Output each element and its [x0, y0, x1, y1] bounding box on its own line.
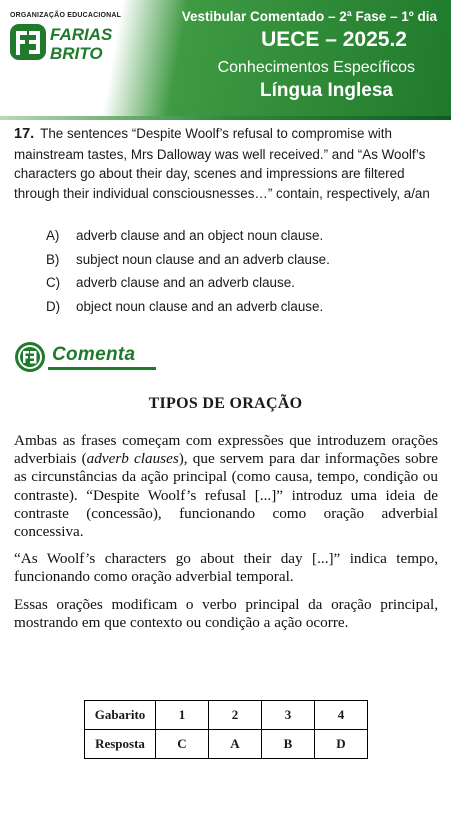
- table-row: [85, 730, 368, 759]
- option-b: [46, 250, 436, 274]
- resposta-label: Resposta: [85, 730, 156, 759]
- option-letter: D): [46, 298, 61, 314]
- answer-options: [46, 226, 436, 320]
- question-number-cell: 2: [209, 701, 262, 730]
- question-number: 17.: [14, 126, 35, 142]
- paragraph-3: Essas orações modificam o verbo principal da oração principal, mostrando em que contexto ou condição a ação ocorre.: [14, 595, 438, 631]
- option-d: [46, 297, 436, 321]
- question-number-cell: 1: [156, 701, 209, 730]
- paragraph-2: “As Woolf’s characters go about their day [...]” indica tempo, funcionando como oração adverbial temporal.: [14, 550, 438, 586]
- gabarito-label: Gabarito: [85, 701, 156, 730]
- org-label: ORGANIZAÇÃO EDUCACIONAL: [10, 12, 122, 19]
- option-letter: A): [46, 228, 60, 243]
- logo-text-bottom: BRITO: [50, 44, 103, 62]
- paragraph-1-italic: adverb clauses: [86, 450, 179, 468]
- header-subject: Língua Inglesa: [259, 80, 393, 101]
- option-text: adverb clause and an object noun clause.: [76, 228, 324, 243]
- farias-brito-logo: [10, 22, 140, 62]
- paragraph-1-part-a: Ambas as frases começam com expressões que introduzem orações adverbiais (: [14, 432, 438, 468]
- header-divider: [0, 116, 451, 120]
- option-text: subject noun clause and an adverb clause.: [76, 251, 330, 267]
- answer-cell: B: [262, 730, 315, 759]
- option-a: [46, 226, 436, 250]
- answer-cell: A: [209, 730, 262, 759]
- answer-cell: C: [156, 730, 209, 759]
- paragraph-1-part-b: ), que servem para dar informações sobre as circunstâncias da ação principal (como causa, tempo, condição ou contraste). “Despite Woolf’s refusal [...]” introduz uma ideia de contraste (concessão), funcionando como oração adverbial concessiva.: [14, 450, 439, 541]
- question-number-cell: 3: [262, 701, 315, 730]
- section-title: TIPOS DE ORAÇÃO: [148, 395, 303, 412]
- paragraph-1: [14, 432, 438, 541]
- comenta-underline: [48, 367, 156, 370]
- answer-cell: D: [315, 730, 368, 759]
- header-category: Conhecimentos Específicos: [217, 59, 415, 76]
- commentary-body: [14, 432, 438, 641]
- table-row: [85, 701, 368, 730]
- question-17: [14, 124, 442, 203]
- option-text: adverb clause and an adverb clause.: [76, 275, 295, 290]
- comenta-label: Comenta: [52, 344, 136, 365]
- answer-key-table: [84, 700, 368, 759]
- question-number-cell: 4: [315, 701, 368, 730]
- option-text: object noun clause and an adverb clause.: [76, 298, 324, 314]
- logo-text-top: FARIAS: [50, 25, 113, 44]
- header-exam-title: UECE – 2025.2: [261, 28, 407, 51]
- option-letter: B): [46, 251, 60, 267]
- question-text: The sentences “Despite Woolf’s refusal to compromise with mainstream tastes, Mrs Dalloway was well received.” and “As Woolf’s characters go about their day, scenes and impressions are filtered through their individual consciousnesses…” contain, respectively, a/an: [14, 126, 430, 201]
- header-subtitle: Vestibular Comentado – 2ª Fase – 1º dia: [181, 9, 437, 24]
- option-c: [46, 273, 436, 297]
- option-letter: C): [46, 275, 61, 290]
